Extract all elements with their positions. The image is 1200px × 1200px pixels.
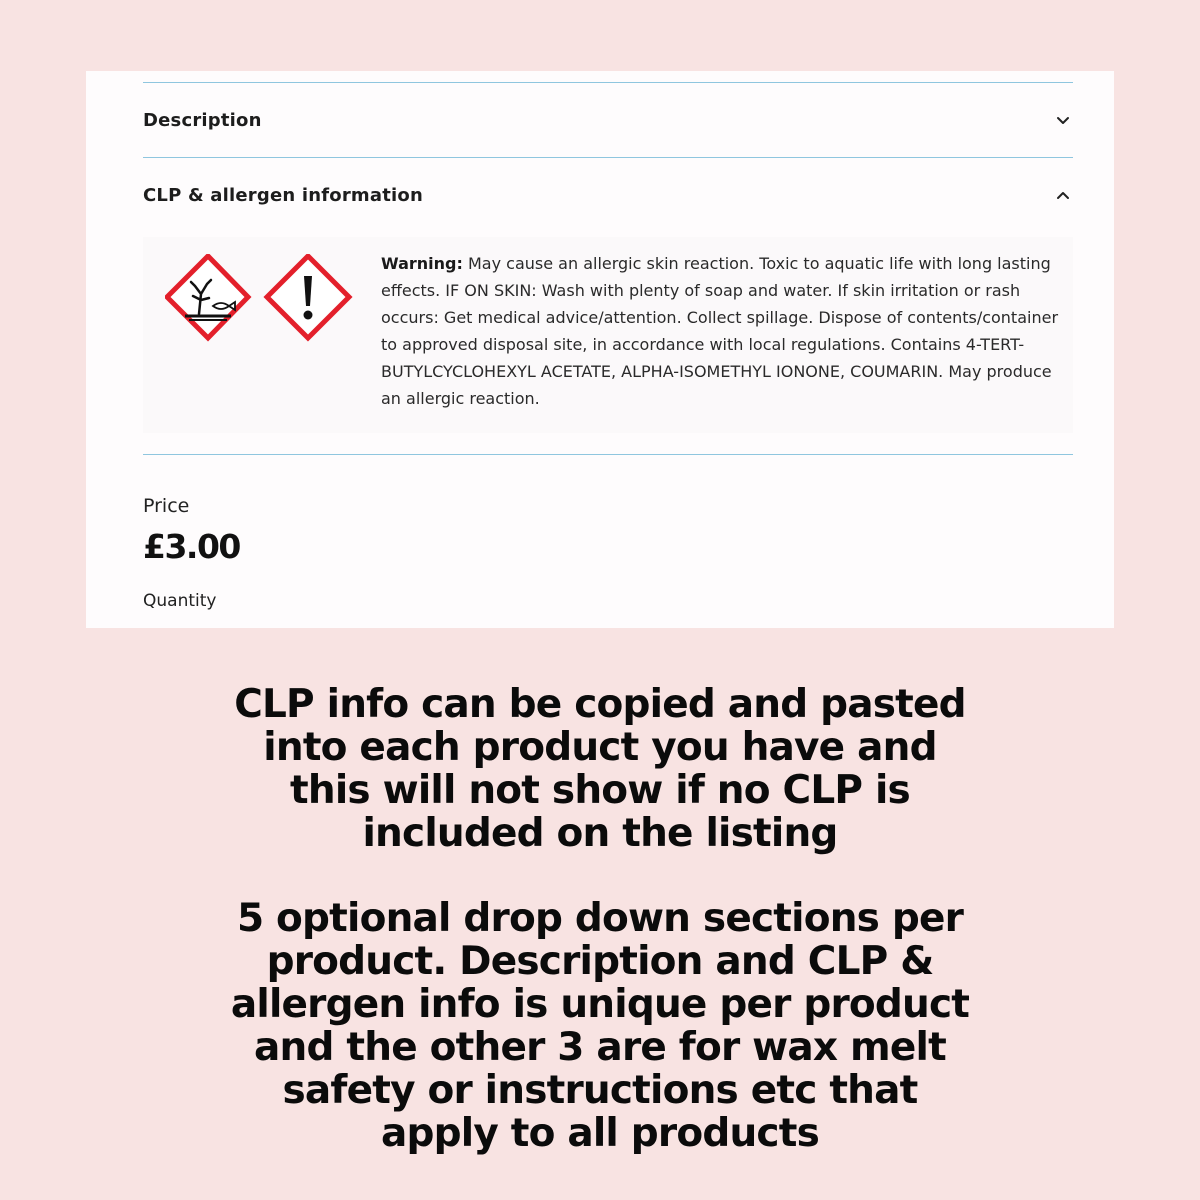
hazard-pictograms bbox=[165, 254, 355, 342]
price-value: £3.00 bbox=[143, 527, 240, 566]
description-accordion-title: Description bbox=[143, 109, 262, 131]
clp-accordion-title: CLP & allergen information bbox=[143, 184, 423, 206]
exclamation-hazard-icon bbox=[267, 256, 349, 338]
caption-line: and the other 3 are for wax melt bbox=[254, 1025, 946, 1070]
caption-line: apply to all products bbox=[381, 1111, 819, 1156]
quantity-label: Quantity bbox=[143, 591, 217, 611]
product-details-card bbox=[86, 71, 1114, 628]
caption-line: product. Description and CLP & bbox=[266, 939, 934, 984]
caption-paragraph-1 bbox=[200, 683, 1000, 855]
caption-line: allergen info is unique per product bbox=[230, 982, 970, 1027]
clp-warning-text bbox=[381, 250, 1061, 412]
environment-hazard-icon bbox=[167, 256, 248, 338]
accordion-divider bbox=[143, 454, 1073, 455]
price-label: Price bbox=[143, 495, 190, 517]
warning-body: May cause an allergic skin reaction. Toxic to aquatic life with long lasting effects. IF ON SKIN: Wash with plenty of soap and water. If skin irritation or rash occurs: Get medical advice/attention. Collect spillage. Dispose of contents/container to approved disposal site, in accordance with local regulations. Contains 4-TERT-BUTYLCYCLOHEXYL ACETATE, ALPHA-ISOMETHYL IONONE, COUMARIN. May produce an allergic reaction. bbox=[381, 254, 1059, 408]
caption-line: this will not show if no CLP is bbox=[290, 768, 910, 813]
chevron-up-icon[interactable] bbox=[1053, 185, 1073, 205]
chevron-down-icon[interactable] bbox=[1053, 110, 1073, 130]
description-accordion-header[interactable] bbox=[143, 83, 1073, 157]
caption-line: 5 optional drop down sections per bbox=[236, 896, 964, 941]
caption-line: into each product you have and bbox=[263, 725, 937, 770]
clp-panel bbox=[143, 237, 1073, 433]
clp-accordion-header[interactable] bbox=[143, 158, 1073, 232]
caption-line: included on the listing bbox=[362, 811, 838, 856]
caption-line: safety or instructions etc that bbox=[282, 1068, 918, 1113]
caption-line: CLP info can be copied and pasted bbox=[234, 682, 966, 727]
caption-paragraph-2 bbox=[200, 897, 1000, 1155]
warning-label: Warning: bbox=[381, 254, 463, 273]
